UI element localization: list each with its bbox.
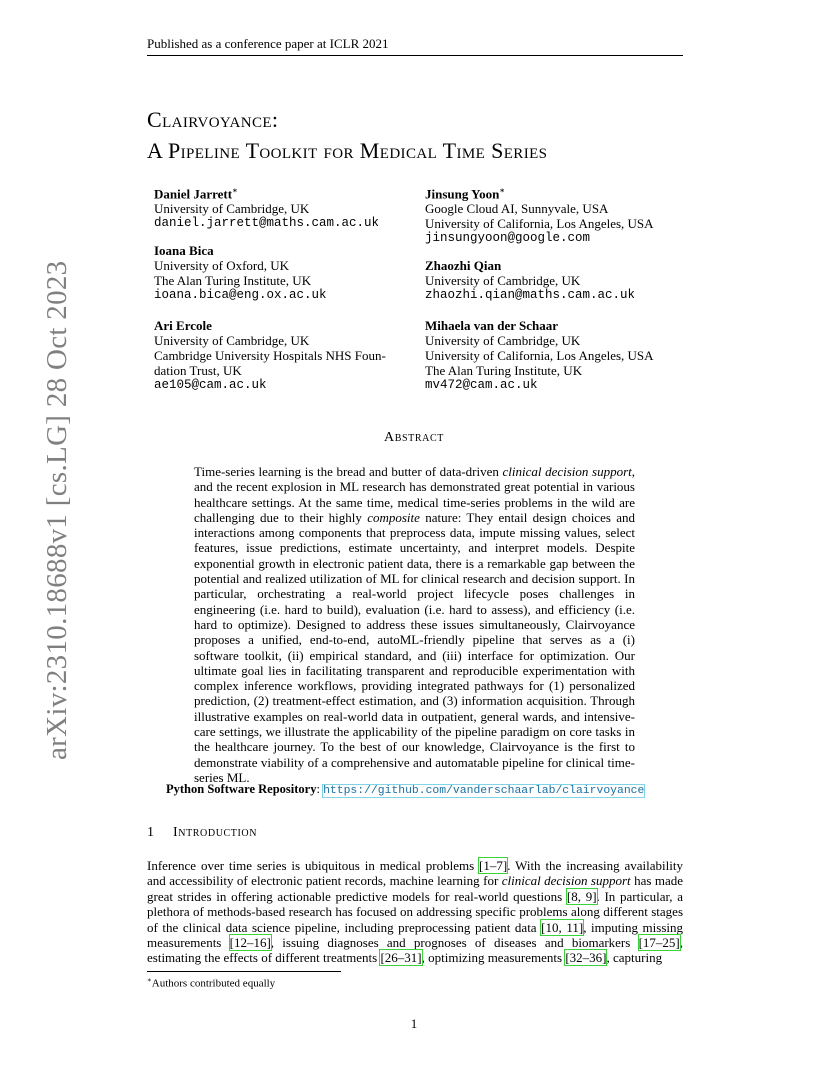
intro-text: , capturing	[606, 950, 663, 966]
author-email[interactable]: ioana.bica@eng.ox.ac.uk	[154, 288, 327, 302]
paper-title	[147, 104, 707, 166]
intro-text: , optimizing measurements	[421, 950, 566, 966]
author-affiliation: Cambridge University Hospitals NHS Foun-	[154, 348, 386, 363]
citation-link[interactable]: [1–7]	[479, 858, 508, 873]
section-heading	[147, 825, 257, 841]
page-number: 1	[410, 1016, 418, 1031]
author-affiliation: University of Cambridge, UK	[154, 333, 310, 348]
citation-link[interactable]: [8, 9]	[566, 888, 597, 904]
author-affiliation: University of California, Los Angeles, USA	[425, 216, 654, 232]
author-name: Ari Ercole	[154, 318, 212, 333]
footnote-mark: ∗	[147, 976, 152, 984]
abstract-body	[194, 464, 635, 785]
author-affiliation: University of Cambridge, UK	[425, 333, 581, 348]
intro-text: . With the increasing availability and accessibility of electronic patient records, machine learning for	[147, 858, 683, 889]
introduction-paragraph	[147, 858, 683, 966]
footnote	[147, 976, 275, 990]
author-email[interactable]: mv472@cam.ac.uk	[425, 378, 538, 392]
abstract-emphasis: clinical decision support	[502, 464, 632, 479]
author-affiliation: University of California, Los Angeles, USA	[425, 348, 654, 363]
intro-text: Inference over time series is ubiquitous in medical problems	[147, 858, 480, 873]
title-line-2: A Pipeline Toolkit for Medical Time Series	[147, 138, 548, 163]
author-affiliation: University of Cambridge, UK	[154, 201, 310, 217]
citation-link[interactable]: [17–25]	[638, 935, 680, 951]
repository-line	[166, 782, 686, 797]
author-affiliation: Google Cloud AI, Sunnyvale, USA	[425, 201, 609, 217]
equal-contribution-mark: ∗	[499, 186, 505, 195]
author-affiliation: The Alan Turing Institute, UK	[425, 363, 583, 378]
section-title: Introduction	[173, 825, 258, 840]
author-name: Mihaela van der Schaar	[425, 318, 559, 333]
author-block	[154, 183, 404, 231]
intro-text: , imputing missing measurements	[147, 919, 684, 951]
arxiv-identifier-stamp[interactable]: arXiv:2310.18688v1 [cs.LG] 28 Oct 2023	[41, 260, 73, 760]
intro-emphasis: clinical decision support	[501, 873, 631, 889]
citation-link[interactable]: [26–31]	[380, 950, 422, 966]
intro-text: . In particular, a plethora of methods-based research has focused on addressing specific problems along different stages of the clinical data science pipeline, including preprocessing patient data	[147, 888, 683, 935]
author-affiliation: dation Trust, UK	[154, 363, 242, 378]
author-block	[425, 258, 685, 303]
author-name: Jinsung Yoon	[425, 186, 500, 202]
footnote-rule	[147, 971, 341, 972]
abstract-text: nature: They entail design choices and interactions among components that preprocess data, impute missing values, select features, issue predictions, estimate uncertainty, and interpret models. Despite exponential growth in electronic patient data, there is a remarkable gap between the potential and realized utilization of ML for clinical research and decision support. In particular, orchestrating a real-world project lifecycle poses challenges in engineering (i.e. hard to build), evaluation (i.e. hard to assess), and efficiency (i.e. hard to optimize). Designed to address these issues simultaneously, Clairvoyance proposes a unified, end-to-end, autoML-friendly pipeline that serves as a (i) software toolkit, (ii) empirical standard, and (iii) interface for optimization. Our ultimate goal lies in facilitating transparent and reproducible experimentation with complex inference workflows, providing integrated pathways for (1) personalized prediction, (2) treatment-effect estimation, and (3) information acquisition. Through illustrative examples on real-world data in outpatient, general wards, and intensive-care settings, we illustrate the applicability of the pipeline paradigm on core tasks in the healthcare journey. To the best of our knowledge, Clairvoyance is the first to demonstrate viability of a comprehensive and automatable pipeline for clinical time-series ML.	[194, 509, 636, 785]
author-affiliation: The Alan Turing Institute, UK	[154, 273, 312, 288]
citation-link[interactable]: [12–16]	[229, 935, 271, 951]
intro-text: , issuing diagnoses and prognoses of diseases and biomarkers	[270, 935, 639, 951]
abstract-text: , and the recent explosion in ML research has demonstrated great potential in various healthcare settings. At the same time, medical time-series problems in the wild are challenging due to their highly	[194, 464, 635, 525]
equal-contribution-mark: ∗	[232, 186, 238, 195]
author-email[interactable]: zhaozhi.qian@maths.cam.ac.uk	[425, 288, 636, 302]
author-email[interactable]: ae105@cam.ac.uk	[154, 378, 267, 392]
intro-text: , estimating the effects of different treatments	[147, 935, 683, 966]
citation-link[interactable]: [32–36]	[565, 950, 607, 966]
running-head: Published as a conference paper at ICLR 2021	[147, 36, 683, 56]
author-block	[154, 243, 404, 303]
author-email[interactable]: daniel.jarrett@maths.cam.ac.uk	[154, 216, 380, 231]
abstract-heading: Abstract	[384, 430, 444, 445]
author-name: Daniel Jarrett	[154, 186, 233, 202]
author-name: Zhaozhi Qian	[425, 258, 502, 273]
repository-link[interactable]: https://github.com/vanderschaarlab/clairvoyance	[323, 785, 645, 797]
author-block	[425, 318, 685, 393]
section-number: 1	[147, 825, 154, 840]
author-name: Ioana Bica	[154, 243, 214, 258]
repository-colon: :	[316, 782, 324, 796]
abstract-text: Time-series learning is the bread and butter of data-driven	[194, 464, 503, 479]
footnote-text: Authors contributed equally	[151, 977, 276, 990]
repository-label: Python Software Repository	[166, 782, 317, 796]
citation-link[interactable]: [10, 11]	[541, 919, 584, 935]
author-email[interactable]: jinsungyoon@google.com	[425, 231, 591, 246]
intro-text: has made great strides in offering actionable predictive models for real-world questions	[147, 873, 683, 904]
author-block	[425, 183, 685, 246]
author-affiliation: University of Cambridge, UK	[425, 273, 581, 288]
title-line-1: Clairvoyance:	[147, 107, 279, 132]
author-block	[154, 318, 404, 393]
abstract-emphasis: composite	[367, 509, 420, 525]
author-affiliation: University of Oxford, UK	[154, 258, 290, 273]
